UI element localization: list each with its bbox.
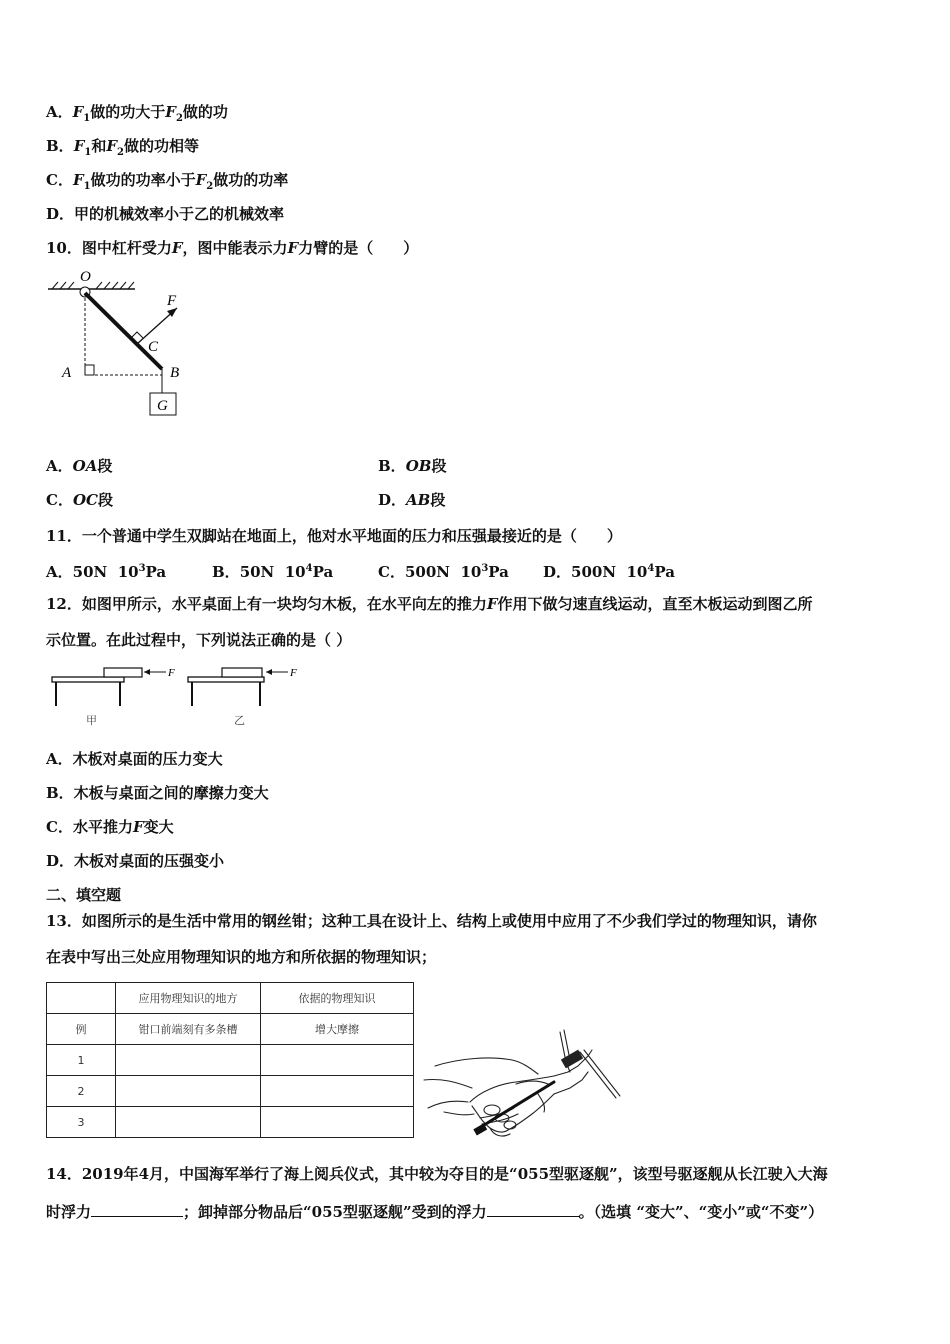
label-o: O xyxy=(80,269,91,285)
q10-option-c: C．OC段 xyxy=(46,491,113,509)
q10-option-b: B．OB段 xyxy=(378,457,447,475)
q12-option-c: C．水平推力F变大 xyxy=(46,818,174,836)
answer-blank-2[interactable] xyxy=(487,1202,579,1217)
section-title: 二、填空题 xyxy=(46,886,122,904)
q10-stem: 10．图中杠杆受力F，图中能表示力F力臂的是（ ） xyxy=(46,239,419,257)
table-cell[interactable] xyxy=(261,1045,414,1076)
table-cell[interactable] xyxy=(261,1076,414,1107)
table-row xyxy=(47,1014,414,1045)
table-cell: 1 xyxy=(47,1045,116,1076)
q12-option-a: A．木板对桌面的压力变大 xyxy=(46,750,223,768)
physics-knowledge-table xyxy=(46,982,414,1138)
q9-option-b: B．$F_1$和$F_2$做的功相等 xyxy=(46,137,199,158)
answer-blank-1[interactable] xyxy=(91,1202,183,1217)
q12-option-b: B．木板与桌面之间的摩擦力变大 xyxy=(46,784,269,802)
q9-option-d: D．甲的机械效率小于乙的机械效率 xyxy=(46,205,285,223)
label-c: C xyxy=(148,339,159,355)
table-cell[interactable] xyxy=(116,1045,261,1076)
label-f: F xyxy=(167,293,177,309)
force-label-right: F xyxy=(290,667,297,679)
q14-stem-line1: 14．2019年4月，中国海军举行了海上阅兵仪式，其中较为夺目的是“055型驱逐舰”，该型号驱逐舰从长江驶入大海 xyxy=(46,1165,828,1183)
table-cell: 3 xyxy=(47,1107,116,1138)
q13-stem-line1: 13．如图所示的是生活中常用的钢丝钳；这种工具在设计上、结构上或使用中应用了不少我们学过的物理知识，请你 xyxy=(46,912,817,930)
table-cell: 增大摩擦 xyxy=(261,1014,414,1045)
table-cell: 2 xyxy=(47,1076,116,1107)
table-cell[interactable] xyxy=(116,1107,261,1138)
q11-option-b: B．50N $10^4Pa$ xyxy=(212,563,334,581)
label-yi: 乙 xyxy=(234,715,245,727)
table-board-diagram xyxy=(46,662,306,730)
q11-option-a: A．50N $10^3Pa$ xyxy=(46,563,167,581)
q12-option-d: D．木板对桌面的压强变小 xyxy=(46,852,225,870)
lever-diagram xyxy=(40,265,200,425)
q9-option-c: C．$F_1$做功的功率小于$F_2$做功的功率 xyxy=(46,171,289,192)
q10-option-d: D．AB段 xyxy=(378,491,446,509)
table-row xyxy=(47,1076,414,1107)
q11-option-d: D．500N $10^4Pa$ xyxy=(543,563,675,581)
table-header-row xyxy=(47,983,414,1014)
q11-option-c: C．500N $10^3Pa$ xyxy=(378,563,509,581)
label-a: A xyxy=(62,365,72,381)
q13-stem-line2: 在表中写出三处应用物理知识的地方和所依据的物理知识； xyxy=(46,948,437,966)
table-cell[interactable] xyxy=(261,1107,414,1138)
table-cell: 应用物理知识的地方 xyxy=(116,983,261,1014)
table-cell: 例 xyxy=(47,1014,116,1045)
table-row xyxy=(47,1045,414,1076)
pliers-hand-illustration xyxy=(420,1022,630,1144)
table-cell[interactable] xyxy=(116,1076,261,1107)
q11-stem: 11．一个普通中学生双脚站在地面上，他对水平地面的压力和压强最接近的是（ ） xyxy=(46,527,622,545)
q14-stem-line2: 时浮力 ；卸掉部分物品后“055型驱逐舰”受到的浮力 。（选填 “变大”、“变小”或“不变”） xyxy=(46,1203,824,1221)
q12-stem-line1: 12．如图甲所示，水平桌面上有一块均匀木板，在水平向左的推力F作用下做匀速直线运动，直至木板运动到图乙所 xyxy=(46,595,813,613)
q9-option-a: A．$F_1$做的功大于$F_2$做的功 xyxy=(46,103,228,124)
force-label-left: F xyxy=(168,667,175,679)
q10-option-a: A．OA段 xyxy=(46,457,113,475)
label-g: G xyxy=(157,398,168,414)
table-row xyxy=(47,1107,414,1138)
q12-stem-line2: 示位置。在此过程中，下列说法正确的是（ ） xyxy=(46,631,352,649)
table-cell: 钳口前端刻有多条槽 xyxy=(116,1014,261,1045)
label-b: B xyxy=(170,365,180,381)
table-cell: 依据的物理知识 xyxy=(261,983,414,1014)
label-jia: 甲 xyxy=(86,715,97,727)
table-cell xyxy=(47,983,116,1014)
